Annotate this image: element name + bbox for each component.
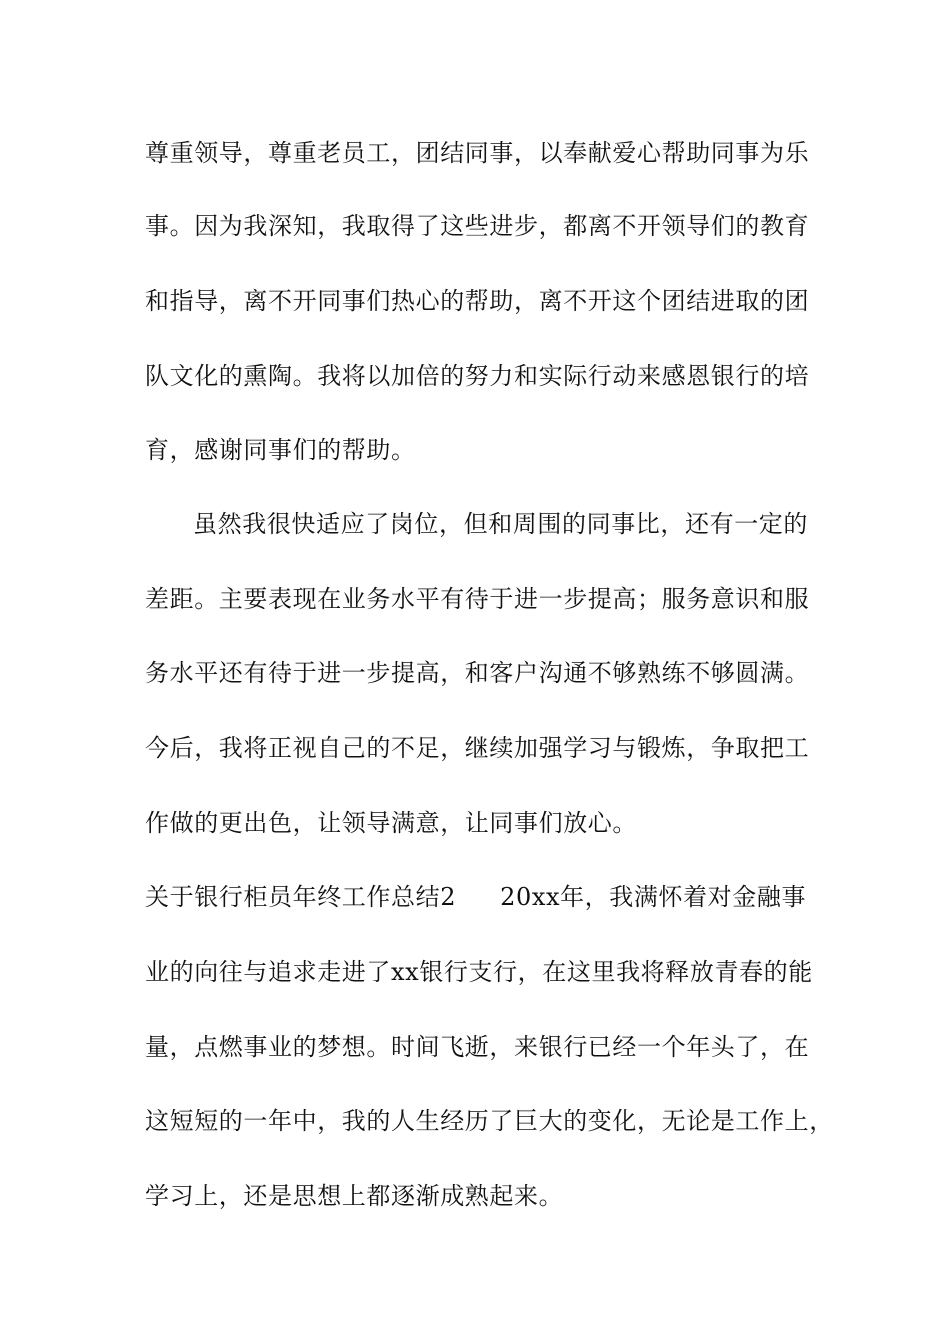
paragraph-2-line-2: 差距。主要表现在业务水平有待于进一步提高；服务意识和服 — [145, 585, 810, 613]
paragraph-2-line-3: 务水平还有待于进一步提高，和客户沟通不够熟练不够圆满。 — [145, 659, 810, 687]
section-2-line-5: 学习上，还是思想上都逐渐成熟起来。 — [145, 1182, 564, 1210]
paragraph-2-line-4: 今后，我将正视自己的不足，继续加强学习与锻炼，争取把工 — [145, 734, 810, 762]
section-2-line-2: 业的向往与追求走进了xx银行支行，在这里我将释放青春的能 — [145, 958, 813, 986]
paragraph-2-line-1: 虽然我很快适应了岗位，但和周围的同事比，还有一定的 — [193, 510, 808, 538]
paragraph-1-line-5: 育，感谢同事们的帮助。 — [145, 436, 416, 464]
paragraph-2-line-5: 作做的更出色，让领导满意，让同事们放心。 — [145, 809, 637, 837]
section-2-line-3: 量，点燃事业的梦想。时间飞逝，来银行已经一个年头了，在 — [145, 1033, 810, 1061]
section-2-title: 关于银行柜员年终工作总结2 — [145, 883, 457, 911]
paragraph-1-line-4: 队文化的熏陶。我将以加倍的努力和实际行动来感恩银行的培 — [145, 362, 810, 390]
section-2-first-line — [145, 877, 825, 917]
paragraph-1-line-3: 和指导，离不开同事们热心的帮助，离不开这个团结进取的团 — [145, 287, 810, 315]
section-2-line-4: 这短短的一年中，我的人生经历了巨大的变化，无论是工作上， — [145, 1107, 834, 1135]
paragraph-1-line-1: 尊重领导，尊重老员工，团结同事，以奉献爱心帮助同事为乐 — [145, 139, 810, 167]
paragraph-1-line-2: 事。因为我深知，我取得了这些进步，都离不开领导们的教育 — [145, 212, 810, 240]
section-2-first-line-text: 20xx年，我满怀着对金融事 — [500, 883, 807, 911]
